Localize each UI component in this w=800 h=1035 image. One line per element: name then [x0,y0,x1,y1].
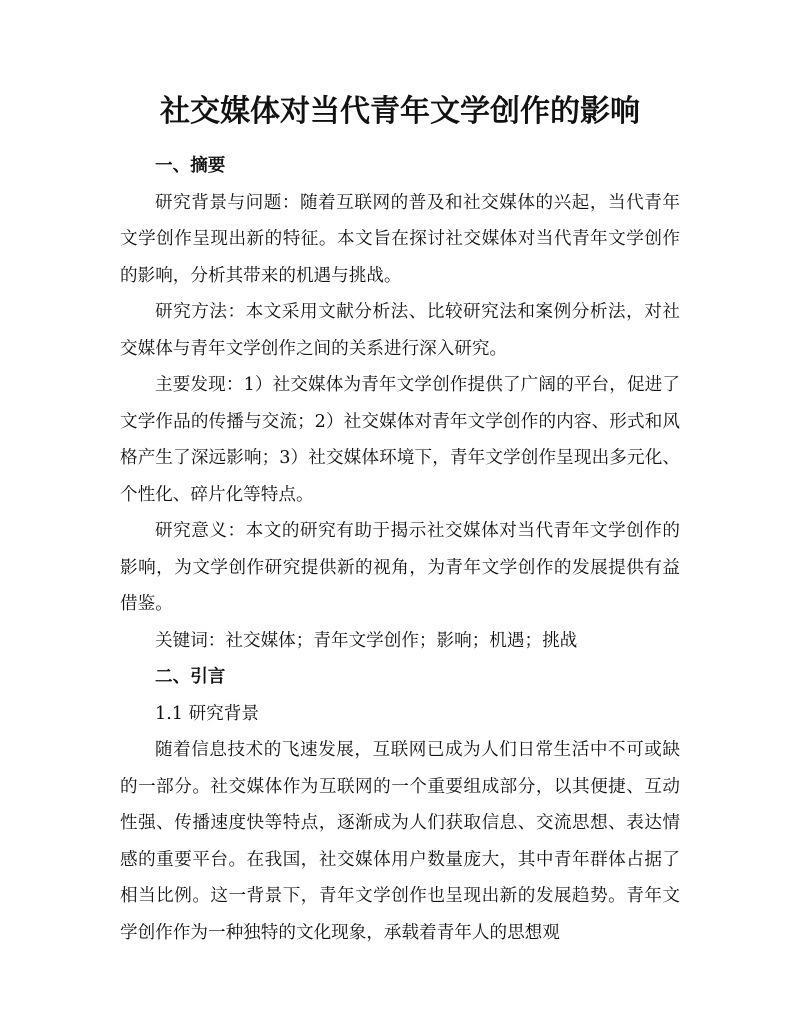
document-title: 社交媒体对当代青年文学创作的影响 [160,94,640,129]
introduction-paragraph: 随着信息技术的飞速发展，互联网已成为人们日常生活中不可或缺的一部分。社交媒体作为互联网的一个重要组成部分，以其便捷、互动性强、传播速度快等特点，逐渐成为人们获取信息、交流思想、表达情感的重要平台。在我国，社交媒体用户数量庞大，其中青年群体占据了相当比例。这一背景下，青年文学创作也呈现出新的发展趋势。青年文学创作作为一种独特的文化现象，承载着青年人的思想观 [120,740,680,943]
abstract-method-paragraph: 研究方法：本文采用文献分析法、比较研究法和案例分析法，对社交媒体与青年文学创作之间的关系进行深入研究。 [120,302,680,359]
abstract-background-paragraph: 研究背景与问题：随着互联网的普及和社交媒体的兴起，当代青年文学创作呈现出新的特征。本文旨在探讨社交媒体对当代青年文学创作的影响，分析其带来的机遇与挑战。 [120,192,680,286]
document-body [120,148,680,951]
keywords-line: 关键词：社交媒体；青年文学创作；影响；机遇；挑战 [155,630,578,651]
abstract-significance-paragraph: 研究意义：本文的研究有助于揭示社交媒体对当代青年文学创作的影响，为文学创作研究提供新的视角，为青年文学创作的发展提供有益借鉴。 [120,521,680,614]
abstract-findings-paragraph: 主要发现：1）社交媒体为青年文学创作提供了广阔的平台，促进了文学作品的传播与交流；2）社交媒体对青年文学创作的内容、形式和风格产生了深远影响；3）社交媒体环境下，青年文学创作呈现出多元化、个性化、碎片化等特点。 [120,375,680,505]
section-heading-introduction: 二、引言 [155,667,226,687]
section-heading-abstract: 一、摘要 [155,156,226,176]
subsection-heading-research-background: 1.1 研究背景 [155,703,259,724]
